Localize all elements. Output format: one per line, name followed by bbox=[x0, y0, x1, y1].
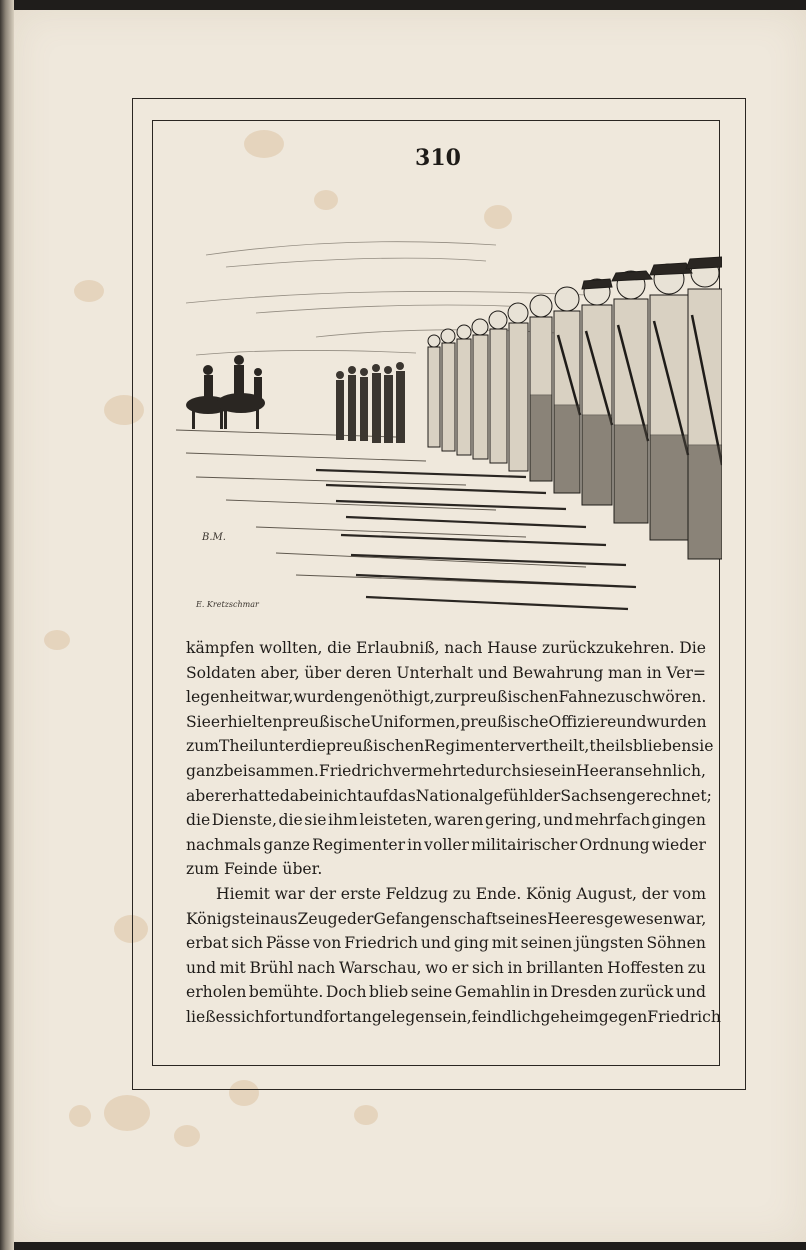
soldier-line bbox=[428, 257, 722, 559]
text-line: ließ es sich fort und fort angelegen sein, feindlich geheim gegen Friedrich bbox=[186, 1007, 721, 1026]
text-line: Hiemit war der erste Feldzug zu Ende. König August, der vom bbox=[216, 884, 706, 903]
text-line: nachmals ganze Regimenter in voller militairischer Ordnung wieder bbox=[186, 835, 706, 854]
foxing-stain bbox=[104, 1095, 150, 1131]
text-line: legenheit war, wurden genöthigt, zur preußischen Fahne zu schwören. bbox=[186, 688, 707, 707]
text-line: und mit Brühl nach Warschau, wo er sich in brillanten Hoffesten zu bbox=[186, 958, 706, 977]
text-line: zum Feinde über. bbox=[186, 860, 323, 879]
engraver-signature: E. Kretzschmar bbox=[196, 600, 259, 609]
foxing-stain bbox=[44, 630, 70, 650]
text-line: zum Theil unter die preußischen Regimenter vertheilt, theils blieben sie bbox=[186, 737, 714, 756]
engraving-illustration bbox=[166, 215, 722, 615]
text-line: Sie erhielten preußische Uniformen, preußische Offiziere und wurden bbox=[186, 712, 707, 731]
text-line: erholen bemühte. Doch blieb seine Gemahlin in Dresden zurück und bbox=[186, 983, 706, 1002]
artist-signature: B.M. bbox=[202, 532, 226, 543]
distant-soldiers bbox=[336, 362, 405, 443]
body-text bbox=[186, 636, 721, 1030]
text-line: erbat sich Pässe von Friedrich und ging mit seinen jüngsten Söhnen bbox=[186, 934, 706, 953]
text-line: Königstein aus Zeuge der Gefangenschaft seines Heeres gewesen war, bbox=[186, 909, 707, 928]
text-line: ganz beisammen. Friedrich vermehrte durch sie sein Heer ansehnlich, bbox=[186, 761, 706, 780]
foxing-stain bbox=[354, 1105, 378, 1125]
cavalry-group bbox=[186, 355, 265, 429]
book-spine-edge bbox=[0, 0, 14, 1250]
foxing-stain bbox=[74, 280, 104, 302]
text-line: aber er hatte dabei nicht auf das Nationalgefühl der Sachsen gerechnet; bbox=[186, 786, 712, 805]
foxing-stain bbox=[174, 1125, 200, 1147]
text-line: Soldaten aber, über deren Unterhalt und Bewahrung man in Ver= bbox=[186, 663, 706, 682]
page-number: 310 bbox=[415, 145, 461, 171]
text-line: die Dienste, die sie ihm leisteten, waren gering, und mehrfach gingen bbox=[186, 811, 706, 830]
book-page bbox=[14, 10, 806, 1242]
text-line: kämpfen wollten, die Erlaubniß, nach Hause zurückzukehren. Die bbox=[186, 639, 706, 657]
foxing-stain bbox=[69, 1105, 91, 1127]
